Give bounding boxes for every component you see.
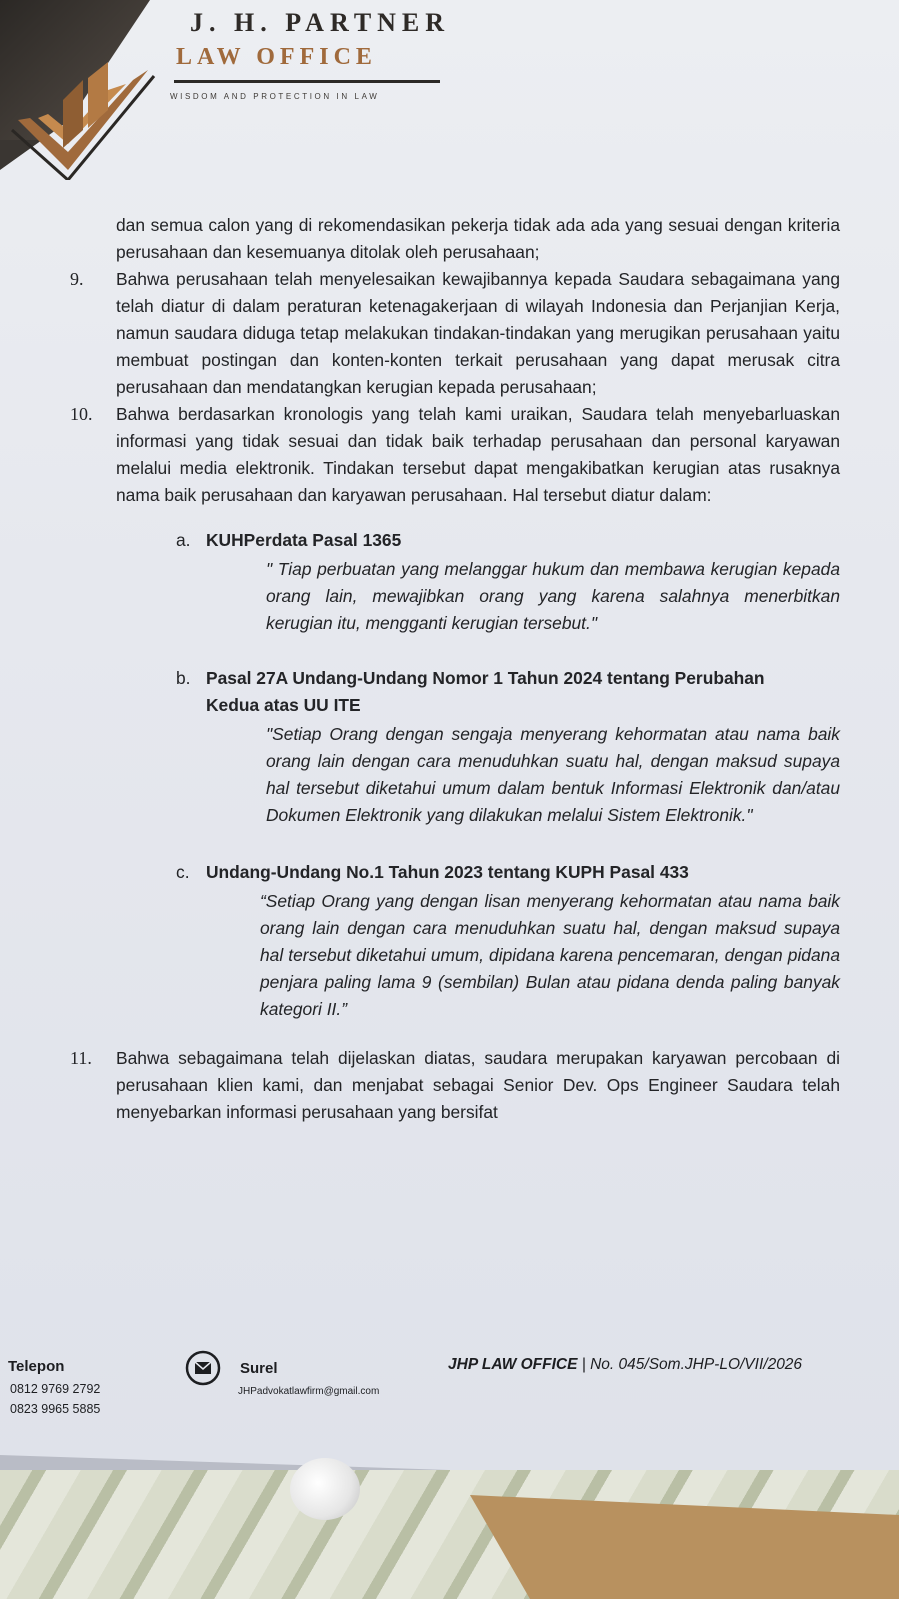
- subitem-a: [176, 527, 840, 637]
- item-text: Bahwa sebagaimana telah dijelaskan diatas, saudara merupakan karyawan percobaan di perusahaan klien kami, dan menjabat sebagai Senior Dev. Ops Engineer Saudara telah menyebarkan informasi perusahaan yang bersifat: [116, 1048, 840, 1122]
- phone-label: Telepon: [8, 1358, 65, 1375]
- item-number: 10.: [70, 404, 93, 424]
- subitem-letter: b.: [176, 668, 191, 688]
- list-item-11: [70, 1045, 840, 1126]
- phone-number: 0812 9769 2792: [10, 1382, 101, 1396]
- letter-number: | No. 045/Som.JHP-LO/VII/2026: [581, 1356, 803, 1373]
- legal-quote: "Setiap Orang dengan sengaja menyerang kehormatan atau nama baik orang lain dengan cara menuduhkan suatu hal, dengan maksud supaya hal tersebut diketahui umum dalam bentuk Informasi Elektronik dan/atau Dokumen Elektronik yang dilakukan melalui Sistem Elektronik.": [266, 724, 840, 825]
- subitem-title: KUHPerdata Pasal 1365: [206, 530, 402, 550]
- letterhead-divider: [174, 80, 440, 83]
- subitem-c: [176, 859, 840, 1023]
- letter-body: [70, 212, 840, 1126]
- white-button-object: [290, 1458, 360, 1520]
- phone-number: 0823 9965 5885: [10, 1402, 101, 1416]
- legal-quote: “Setiap Orang yang dengan lisan menyerang kehormatan atau nama baik orang lain dengan cara menuduhkan suatu hal, dengan maksud supaya hal tersebut diketahui umum, dipidana karena pencemaran, dengan pidana penjara paling lama 9 (sembilan) Bulan atau pidana denda paling banyak kategori II.”: [260, 891, 840, 1019]
- subitem-heading: [176, 859, 840, 886]
- subitem-heading: [176, 665, 840, 719]
- subitem-letter: a.: [176, 530, 191, 550]
- firm-tagline: WISDOM AND PROTECTION IN LAW: [170, 92, 380, 101]
- firm-name: J. H. PARTNER: [190, 8, 451, 37]
- subitem-b: [176, 665, 840, 829]
- list-item-10: [70, 401, 840, 509]
- firm-logo: [8, 40, 158, 180]
- letter-footer: [0, 1350, 899, 1430]
- office-name: JHP LAW OFFICE: [448, 1356, 578, 1373]
- item-number: 9.: [70, 269, 84, 289]
- item-text: Bahwa berdasarkan kronologis yang telah kami uraikan, Saudara telah menyebarluaskan informasi yang tidak sesuai dan tidak baik terhadap perusahaan dan personal karyawan melalui media elektronik. Tindakan tersebut dapat mengakibatkan kerugian atas rusaknya nama baik perusahaan dan karyawan perusahaan. Hal tersebut diatur dalam:: [116, 404, 840, 505]
- subitem-title: Pasal 27A Undang-Undang Nomor 1 Tahun 2024 tentang Perubahan Kedua atas UU ITE: [206, 668, 765, 715]
- mail-icon: [185, 1350, 221, 1386]
- subitem-heading: [176, 527, 840, 554]
- subitem-title: Undang-Undang No.1 Tahun 2023 tentang KUPH Pasal 433: [206, 862, 689, 882]
- legal-quote: " Tiap perbuatan yang melanggar hukum dan membawa kerugian kepada orang lain, mewajibkan orang yang karena salahnya menerbitkan kerugian itu, mengganti kerugian tersebut.": [266, 559, 840, 633]
- firm-subtitle: LAW OFFICE: [176, 44, 377, 70]
- item-text: Bahwa perusahaan telah menyelesaikan kewajibannya kepada Saudara sebagaimana yang telah diatur di dalam peraturan ketenagakerjaan di wilayah Indonesia dan Perjanjian Kerja, namun saudara diduga tetap melakukan tindakan-tindakan yang merugikan perusahaan yaitu membuat postingan dan konten-konten terkait perusahaan yang dapat merusak citra perusahaan dan mendatangkan kerugian kepada perusahaan;: [116, 269, 840, 397]
- item-number: 11.: [70, 1048, 92, 1068]
- list-item-9: [70, 266, 840, 401]
- email-address: JHPadvokatlawfirm@gmail.com: [238, 1386, 380, 1397]
- email-label: Surel: [240, 1360, 278, 1377]
- reference-number: [448, 1356, 802, 1374]
- continuation-text: dan semua calon yang di rekomendasikan pekerja tidak ada ada yang sesuai dengan kriteria perusahaan dan kesemuanya ditolak oleh perusahaan;: [116, 215, 840, 262]
- subitem-letter: c.: [176, 862, 190, 882]
